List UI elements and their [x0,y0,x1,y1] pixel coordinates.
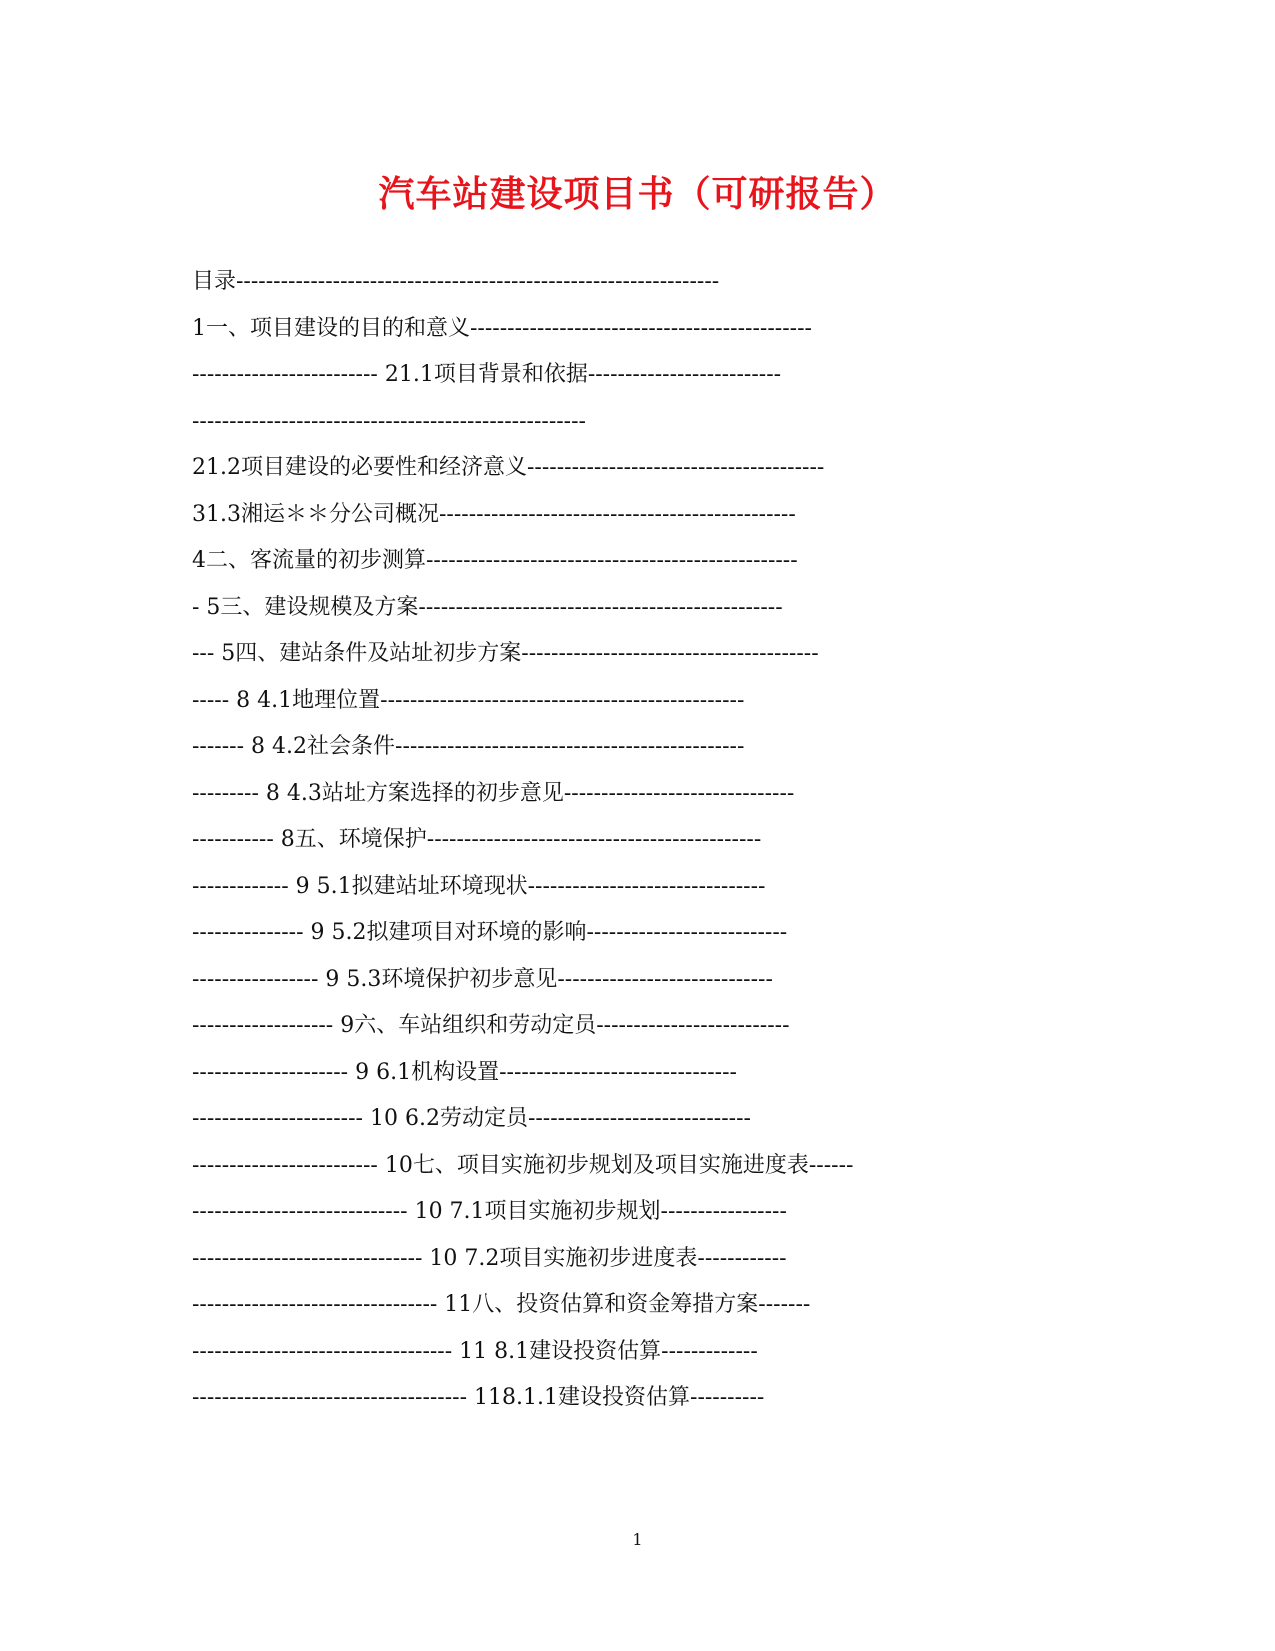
toc-line: ------------------------------------- 118.1.1建设投资估算---------- [192,1385,765,1410]
toc-line: ----- 8 4.1地理位置------------------------------------------------- [192,688,745,713]
toc-line: ----------------------------------- 11 8.1建设投资估算------------- [192,1339,758,1364]
toc-line: ------------------------- 10七、项目实施初步规划及项目实施进度表------ [192,1153,854,1178]
toc-line: 31.3湘运＊＊分公司概况------------------------------------------------ [192,502,796,527]
page-number: 1 [632,1530,643,1549]
toc-line: - 5三、建设规模及方案------------------------------------------------- [192,595,783,620]
toc-line: --------------------------------- 11八、投资估算和资金筹措方案------- [192,1292,811,1317]
toc-line: ------------------------------- 10 7.2项目实施初步进度表------------ [192,1246,787,1271]
toc-line: --------------------- 9 6.1机构设置-------------------------------- [192,1060,737,1085]
toc-line: ------- 8 4.2社会条件----------------------------------------------- [192,734,745,759]
toc-line: --------------- 9 5.2拟建项目对环境的影响--------------------------- [192,920,788,945]
toc-line: ----------- 8五、环境保护--------------------------------------------- [192,827,762,852]
toc-line: ----------------------------- 10 7.1项目实施初步规划----------------- [192,1199,787,1224]
toc-line: --- 5四、建站条件及站址初步方案---------------------------------------- [192,641,819,666]
toc-line: ------------------- 9六、车站组织和劳动定员-------------------------- [192,1013,790,1038]
document-title: 汽车站建设项目书（可研报告） [378,173,897,215]
toc-line: ----------------------- 10 6.2劳动定员------------------------------ [192,1106,751,1131]
toc-line: ------------- 9 5.1拟建站址环境现状-------------------------------- [192,874,766,899]
toc-line: ------------------------- 21.1项目背景和依据-------------------------- [192,362,782,387]
toc-line: 21.2项目建设的必要性和经济意义---------------------------------------- [192,455,825,480]
toc-line: 4二、客流量的初步测算-------------------------------------------------- [192,548,798,573]
toc-line: ----------------------------------------------------- [192,409,586,434]
toc-line: ----------------- 9 5.3环境保护初步意见----------------------------- [192,967,773,992]
toc-line: 1一、项目建设的目的和意义---------------------------------------------- [192,316,812,341]
toc-line: 目录----------------------------------------------------------------- [192,269,720,294]
toc-line: --------- 8 4.3站址方案选择的初步意见------------------------------- [192,781,795,806]
